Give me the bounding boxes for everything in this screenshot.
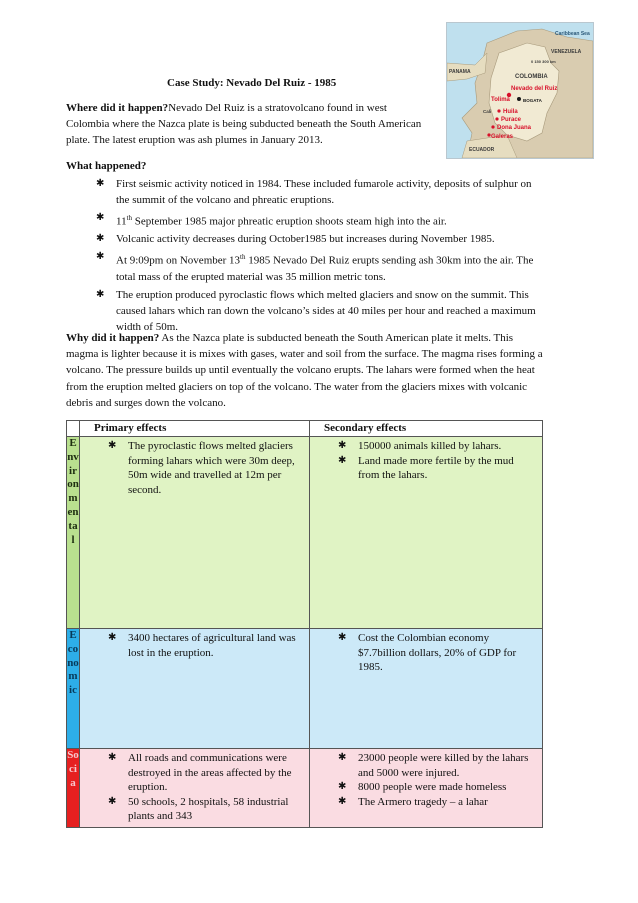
where-text: Nevado Del Ruiz is a stratovolcano found in west Colombia where the Nazca plate is being subducted beneath the South American plate. The latest eruption was ash plumes in January 2013. [66, 102, 422, 147]
list-item: ✱ 3400 hectares of agricultural land was lost in the eruption. [108, 632, 296, 659]
map-label: Cali [483, 109, 492, 114]
why-text: As the Nazca plate is subducted beneath the South American plate it melts. This magma is lighter because it is mixes with gases, water and soil from the surface. The magma rises forming a volcano. The pressure builds up until eventually the volcano erupts. The lahars were formed when the heat from the eruption melted glaciers on top of the volcano. The water from the glaciers mixes with volcanic debris and surges down the volcano. [66, 332, 543, 409]
map-label: Galeras [491, 134, 514, 140]
bullet-icon: ✱ [338, 781, 347, 792]
bullet-icon: ✱ [96, 178, 105, 189]
row-label-economic: Economic [67, 629, 80, 749]
list-item: ✱ The pyroclastic flows melted glaciers forming lahars which were 30m deep, 50m wide and travelled at 12m per second. [108, 440, 295, 496]
map-graphic [447, 23, 593, 158]
map-label: Purace [501, 117, 522, 123]
list-item: ✱ Cost the Colombian economy $7.7billion dollars, 20% of GDP for 1985. [338, 632, 517, 673]
bullet-icon: ✱ [338, 632, 347, 643]
page-title: Case Study: Nevado Del Ruiz - 1985 [167, 77, 337, 89]
bullet-icon: ✱ [108, 440, 117, 451]
where-heading: Where did it happen? [66, 102, 169, 114]
bullet-icon: ✱ [108, 752, 117, 763]
map-label: VENEZUELA [551, 49, 582, 55]
bullet-icon: ✱ [338, 454, 347, 466]
bullet-icon: ✱ [108, 632, 117, 643]
list-item: ✱ The eruption produced pyroclastic flows which melted glaciers and snow on the summit. This caused lahars which ran down the volcano’s sides at 40 miles per hour and reached a maximum width of 50m. [96, 288, 536, 333]
what-list [66, 176, 546, 337]
map-label: COLOMBIA [515, 74, 548, 80]
row-label-social: Socia [67, 749, 80, 828]
bullet-icon: ✱ [338, 440, 347, 451]
what-heading: What happened? [66, 160, 147, 172]
list-item: ✱ 8000 people were made homeless [338, 781, 507, 793]
location-map [446, 22, 594, 159]
map-label: Nevado del Ruiz [511, 86, 558, 92]
map-label: Caribbean Sea [555, 31, 590, 37]
primary-effects-header: Primary effects [80, 421, 310, 437]
map-label: Huila [503, 109, 518, 115]
bullet-icon: ✱ [338, 752, 347, 763]
list-item: ✱ Volcanic activity decreases during October1985 but increases during November 1985. [66, 231, 546, 247]
table-row [67, 629, 543, 749]
table-row [67, 749, 543, 828]
list-item: ✱ 23000 people were killed by the lahars and 5000 were injured. [338, 752, 529, 779]
list-item: ✱ All roads and communications were destroyed in the areas affected by the eruption. [108, 752, 292, 793]
list-item: ✱ First seismic activity noticed in 1984. These included fumarole activity, deposits of sulphur on the summit of the volcano and phreatic eruptions. [96, 178, 532, 207]
map-label: PANAMA [449, 69, 471, 75]
map-label: BOGATA [523, 98, 542, 103]
row-label-environmental: Environmental [67, 437, 80, 629]
list-item: ✱ Land made more fertile by the mud from the lahars. [338, 454, 514, 481]
list-item: ✱ 11th September 1985 major phreatic eruption shoots steam high into the air. [96, 211, 447, 228]
list-item: ✱ The Armero tragedy – a lahar [338, 795, 488, 808]
list-item: ✱ At 9:09pm on November 13th 1985 Nevado Del Ruiz erupts sending ash 30km into the air. The total mass of the erupted material was 35 million metric tons. [96, 250, 534, 283]
bullet-icon: ✱ [96, 288, 105, 300]
map-label: ECUADOR [469, 147, 495, 153]
effects-table [66, 420, 543, 828]
table-header-row [67, 421, 543, 437]
secondary-effects-header: Secondary effects [310, 421, 543, 437]
bullet-icon: ✱ [338, 795, 347, 807]
table-row [67, 437, 543, 629]
bullet-icon: ✱ [96, 250, 105, 262]
where-section [66, 100, 426, 149]
bullet-icon: ✱ [108, 795, 117, 807]
map-label: Dona Juana [497, 125, 532, 131]
why-section [66, 330, 546, 411]
why-heading: Why did it happen? [66, 332, 160, 344]
city-marker-bogota [517, 97, 521, 101]
bullet-icon: ✱ [96, 233, 105, 245]
map-label: Tolima [491, 97, 510, 103]
map-scale: 0 150 300 km [531, 59, 556, 64]
bullet-icon: ✱ [96, 211, 105, 223]
list-item: ✱ 150000 animals killed by lahars. [338, 440, 502, 452]
list-item: ✱ 50 schools, 2 hospitals, 58 industrial plants and 343 [108, 795, 289, 822]
